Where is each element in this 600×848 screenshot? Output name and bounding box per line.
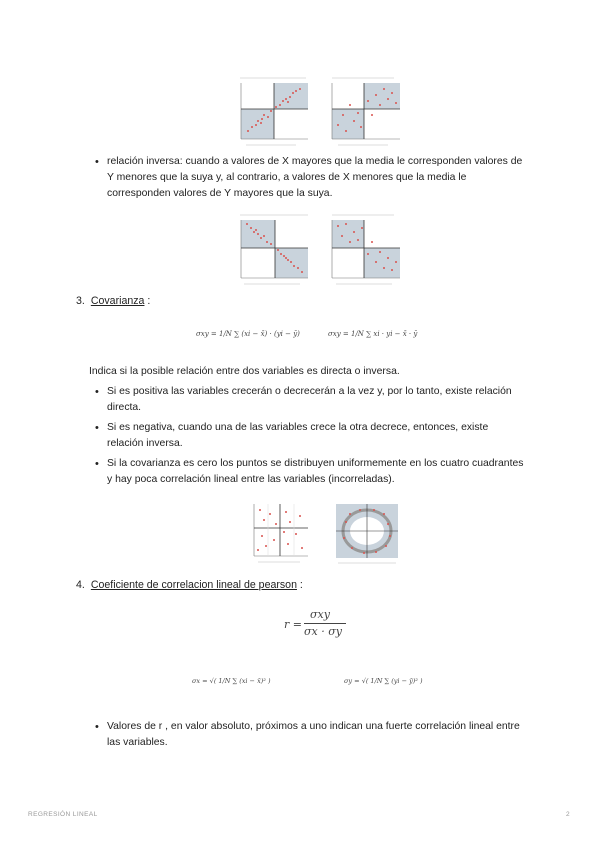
figure-inverse-relation-2 (328, 212, 404, 288)
figure-direct-relation-2 (328, 75, 404, 150)
section-colon: : (144, 295, 151, 307)
formula-covariance-definition: σxy = 1/N ∑ (xi − x̄) · (yi − ȳ) (196, 330, 300, 338)
covariance-intro: Indica si la posible relación entre dos variables es directa o inversa. (89, 366, 400, 377)
section-heading-covarianza (76, 295, 150, 307)
section-title: Coeficiente de correlacion lineal de pearson (90, 579, 297, 591)
footer-document-title: REGRESIÓN LINEAL (28, 811, 98, 818)
figure-inverse-relation-1 (236, 212, 316, 288)
figure-uncorrelated-1 (250, 500, 312, 566)
formula-covariance-shortcut: σxy = 1/N ∑ xi · yi − x̄ · ȳ (328, 330, 418, 338)
section-heading-pearson (76, 579, 303, 591)
section-colon: : (296, 579, 303, 591)
formula-sigma-y: σy = √( 1/N ∑ (yi − ȳ)² ) (344, 677, 423, 685)
bullet-positive-covariance: • Si es positiva las variables crecerán o decrecerán a la vez y, por lo tanto, existe relación directa. (107, 384, 527, 416)
formula-r-lhs: r = (284, 618, 302, 631)
formula-r-fraction-bar (304, 623, 346, 624)
figure-direct-relation-1 (236, 75, 316, 150)
bullet-zero-covariance: • Si la covarianza es cero los puntos se distribuyen uniformemente en los cuatro cuadrantes y hay poca correlación lineal entre las variables (incorreladas). (107, 456, 527, 488)
footer-page-number: 2 (566, 811, 571, 818)
bullet-inverse-relation: • relación inversa: cuando a valores de X mayores que la media le corresponden valores de Y menores que la suya y, al contrario, a valores de X menores que la media le corresponden valores de Y mayores que la suya. (107, 154, 527, 202)
formula-r-denominator: σx · σy (304, 625, 342, 638)
figure-uncorrelated-2 (330, 500, 406, 566)
section-title: Covarianza (90, 295, 145, 307)
section-number: 4. (76, 579, 85, 591)
bullet-pearson-interpretation: • Valores de r , en valor absoluto, próximos a uno indican una fuerte correlación lineal entre las variables. (107, 719, 527, 751)
formula-sigma-x: σx = √( 1/N ∑ (xi − x̄)² ) (192, 677, 271, 685)
bullet-negative-covariance: • Si es negativa, cuando una de las variables crece la otra decrece, entonces, existe relación inversa. (107, 420, 527, 452)
section-number: 3. (76, 295, 85, 307)
formula-r-numerator: σxy (310, 608, 330, 621)
